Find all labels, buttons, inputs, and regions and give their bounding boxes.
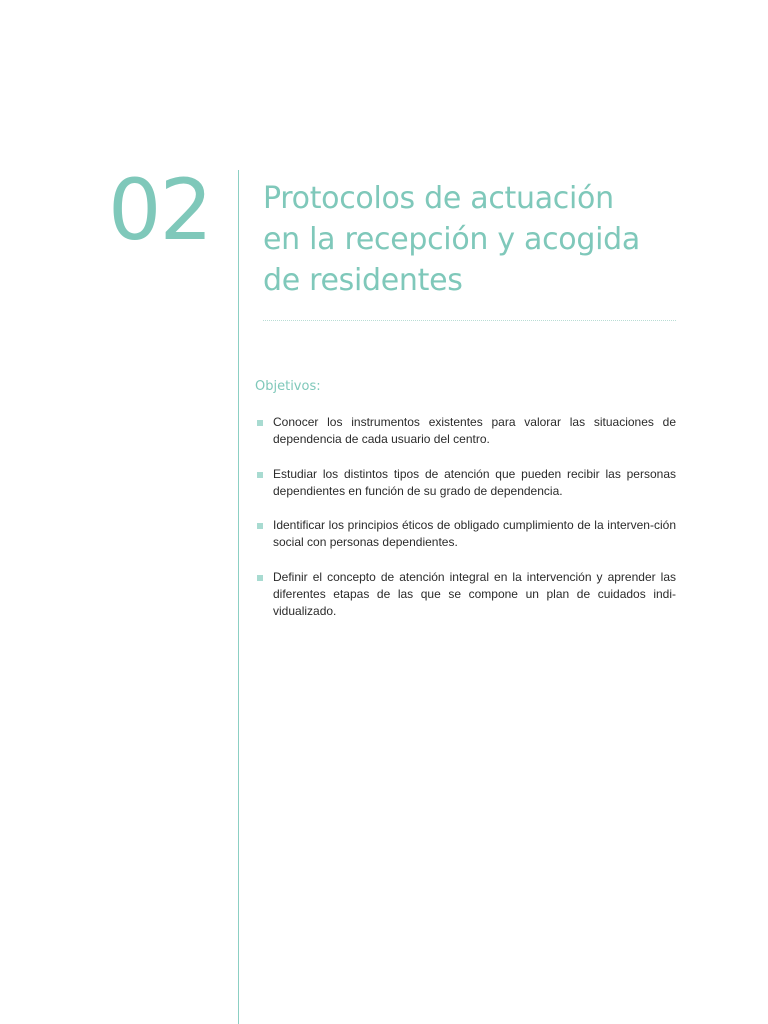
square-bullet-icon: [257, 575, 263, 581]
square-bullet-icon: [257, 472, 263, 478]
objectives-heading: Objetivos:: [255, 379, 321, 394]
objective-item: [255, 569, 676, 621]
objective-text: Conocer los instrumentos existentes para valorar las situaciones de dependencia de cada usuario del centro.: [273, 415, 676, 447]
objective-text: Definir el concepto de atención integral en la intervención y aprender las diferentes etapas de las que se compone un plan de cuidados indi-vidualizado.: [273, 569, 676, 619]
chapter-number: 02: [108, 161, 211, 259]
objective-item: [255, 517, 676, 552]
objective-text: Estudiar los distintos tipos de atención que pueden recibir las personas dependientes en función de su grado de dependencia.: [273, 466, 676, 498]
square-bullet-icon: [257, 523, 263, 529]
chapter-title-line: en la recepción y acogida: [263, 222, 640, 257]
square-bullet-icon: [257, 420, 263, 426]
chapter-title-line: Protocolos de actuación: [263, 181, 614, 216]
vertical-rule: [238, 170, 239, 1024]
objective-text: Identificar los principios éticos de obligado cumplimiento de la interven-ción social con personas dependientes.: [273, 518, 676, 550]
objective-item: [255, 466, 676, 501]
dotted-divider: [263, 320, 676, 321]
chapter-title-line: de residentes: [263, 263, 463, 298]
objective-item: [255, 414, 676, 449]
chapter-title: [263, 178, 703, 301]
objectives-list: [255, 414, 676, 638]
